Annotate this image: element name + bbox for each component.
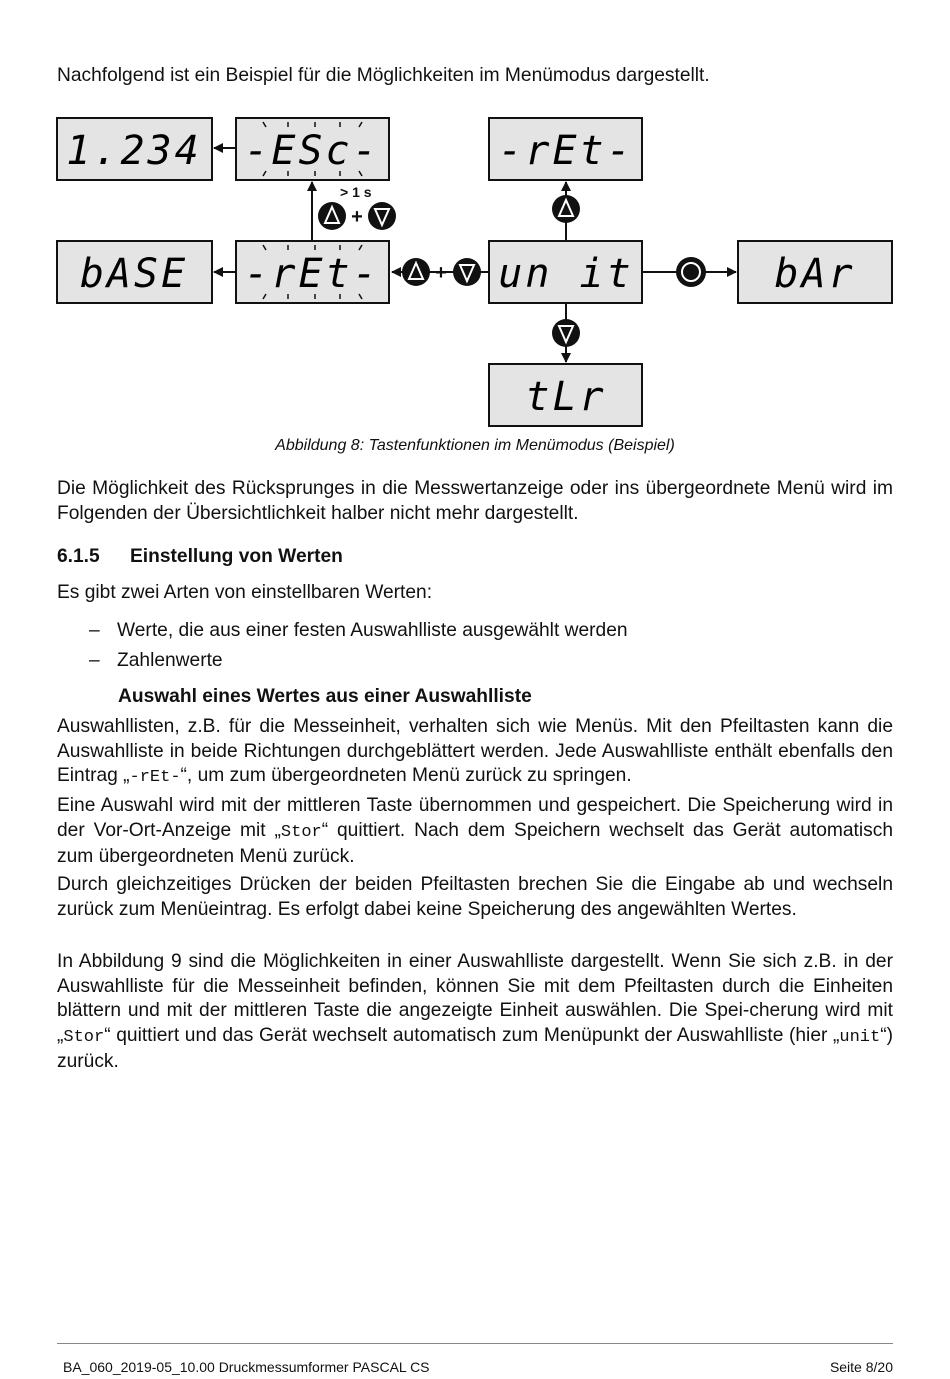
down-key-icon: [368, 202, 396, 230]
paragraph-selection-lists: Auswahllisten, z.B. für die Messeinheit, verhalten sich wie Menüs. Mit den Pfeiltasten kann die Auswahlliste in beide Richtungen durchgeblättert werden. Jede Auswahlliste enthält ebenfalls den Eintrag „-rEt-“, um zum übergeordneten Menü zurück zu springen.: [57, 716, 893, 787]
center-key-icon: [676, 257, 706, 287]
section-number: 6.1.5: [57, 546, 100, 567]
svg-text:-rEt-: -rEt-: [244, 251, 380, 297]
up-key-icon: [402, 258, 430, 286]
paragraph-save: Eine Auswahl wird mit der mittleren Taste übernommen und gespeichert. Die Speicherung wird in der Vor-Ort-Anzeige mit „Stor“ quittiert. Nach dem Speichern wechselt das Gerät automatisch zum übergeordneten Menü zurück.: [57, 795, 893, 867]
list-item-text: Zahlenwerte: [117, 650, 223, 671]
paragraph-value-types: Es gibt zwei Arten von einstellbaren Werten:: [57, 582, 433, 603]
lcd-display-ret-mid: [236, 241, 389, 303]
paragraph-return-note: Die Möglichkeit des Rücksprunges in die Messwertanzeige oder ins übergeordnete Menü wird im Folgenden der Übersichtlichkeit halber nicht mehr dargestellt.: [57, 478, 893, 524]
list-dash: –: [89, 620, 100, 641]
plus-sign: +: [351, 206, 363, 228]
code-stor: Stor: [63, 1027, 105, 1047]
subheading: Auswahl eines Wertes aus einer Auswahlliste: [118, 686, 532, 707]
svg-text:bAr: bAr: [774, 251, 856, 297]
svg-text:-ESc-: -ESc-: [244, 128, 380, 174]
lcd-display-esc: [236, 118, 389, 180]
footer-divider: [57, 1343, 893, 1344]
list-item: [89, 619, 628, 643]
lcd-display-unit: [489, 241, 642, 303]
lcd-display-bar: [738, 241, 892, 303]
plus-sign: +: [435, 262, 447, 284]
footer-document-id: BA_060_2019-05_10.00 Druckmessumformer PASCAL CS: [63, 1359, 430, 1375]
lcd-display-ret-top: [489, 118, 642, 180]
lcd-display-base: [57, 241, 212, 303]
section-heading: [57, 545, 343, 569]
footer-page-number: Seite 8/20: [829, 1359, 893, 1375]
svg-text:bASE: bASE: [79, 251, 189, 297]
paragraph-cancel: Durch gleichzeitiges Drücken der beiden Pfeiltasten brechen Sie die Eingabe ab und wechseln zurück zum Menüeintrag. Es erfolgt dabei keine Speicherung des angewählten Wertes.: [57, 874, 893, 920]
list-item: [89, 649, 223, 673]
svg-text:1.234: 1.234: [66, 128, 202, 174]
paragraph-figure-9: In Abbildung 9 sind die Möglichkeiten in einer Auswahlliste dargestellt. Wenn Sie sich z.B. in der Auswahlliste für die Messeinheit befinden, können Sie mit dem Pfeiltasten durch die Einheiten blättern und mit der mittleren Taste die angezeigte Einheit auswählen. Die Spei-cherung wird mit „Stor“ quittiert und das Gerät wechselt automatisch zum Menüpunkt der Auswahlliste (hier „unit“) zurück.: [57, 951, 893, 1072]
list-item-text: Werte, die aus einer festen Auswahlliste ausgewählt werden: [117, 620, 628, 641]
list-dash: –: [89, 650, 100, 671]
figure-caption: Abbildung 8: Tastenfunktionen im Menümodus (Beispiel): [275, 437, 675, 454]
code-ret: -rEt-: [129, 768, 181, 787]
menu-mode-diagram: [50, 112, 900, 432]
up-key-icon: [552, 195, 580, 223]
svg-text:tLr: tLr: [525, 374, 607, 420]
intro-text: Nachfolgend ist ein Beispiel für die Möglichkeiten im Menümodus dargestellt.: [57, 65, 710, 86]
svg-text:un it: un it: [498, 251, 634, 297]
section-title: Einstellung von Werten: [130, 546, 343, 567]
up-key-icon: [318, 202, 346, 230]
lcd-display-value: [57, 118, 212, 180]
svg-text:-rEt-: -rEt-: [498, 128, 634, 174]
lcd-display-tlr: [489, 364, 642, 426]
hold-duration-label: > 1 s: [340, 184, 372, 200]
down-key-icon: [453, 258, 481, 286]
down-key-icon: [552, 319, 580, 347]
code-unit: unit: [839, 1027, 881, 1047]
code-stor: Stor: [280, 822, 322, 842]
